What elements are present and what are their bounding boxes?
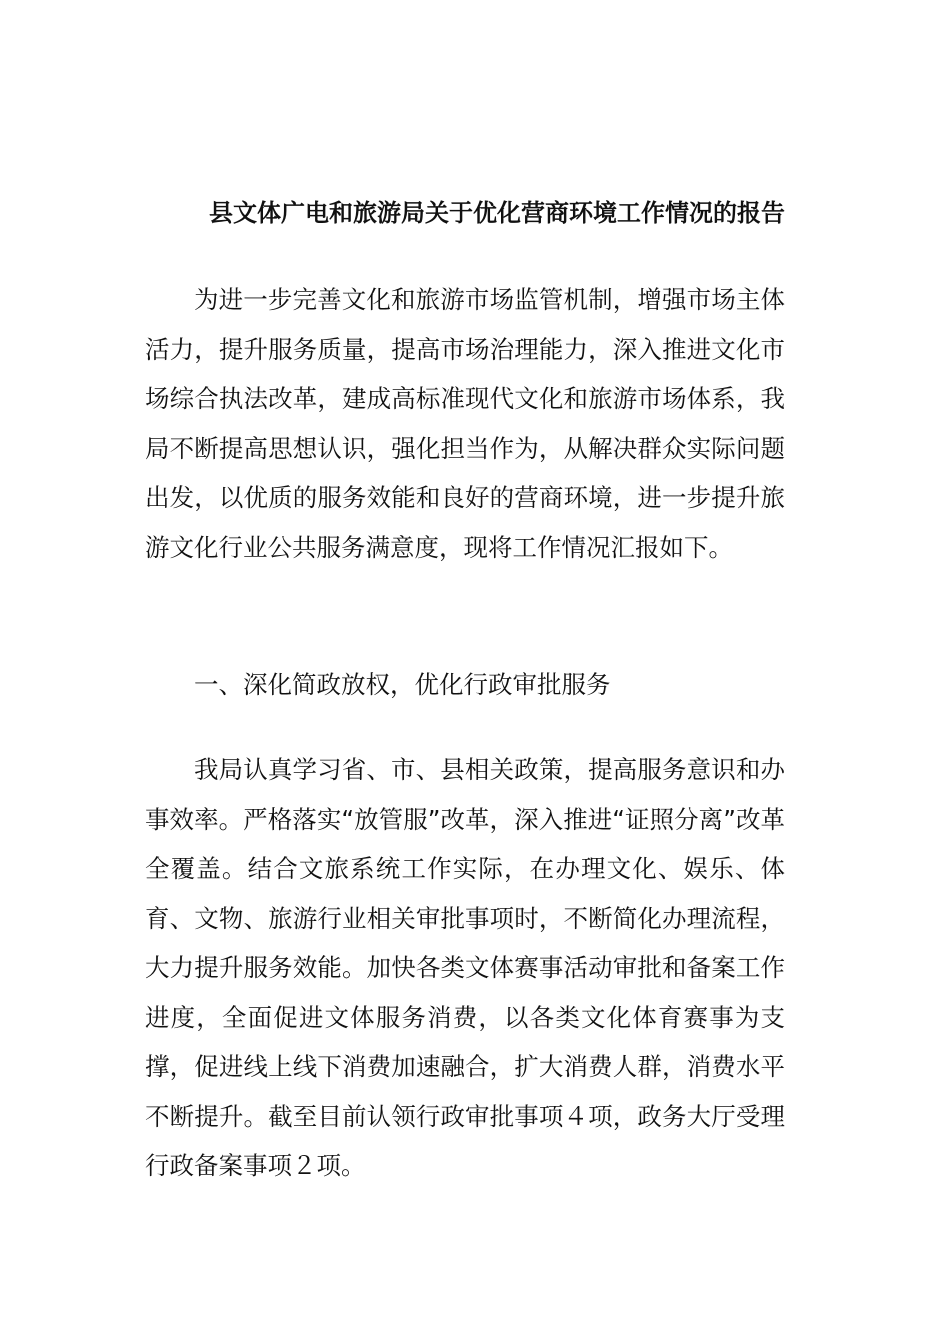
section-1-paragraph: 我局认真学习省、市、县相关政策，提高服务意识和办事效率。严格落实“放管服”改革，深入推进“证照分离”改革全覆盖。结合文旅系统工作实际，在办理文化、娱乐、体育、文物、旅游行业相关审批事项时，不断简化办理流程，大力提升服务效能。加快各类文体赛事活动审批和备案工作进度，全面促进文体服务消费，以各类文化体育赛事为支撑，促进线上线下消费加速融合，扩大消费人群，消费水平不断提升。截至目前认领行政审批事项４项，政务大厅受理行政备案事项２项。 <box>145 755 785 1180</box>
intro-paragraph: 为进一步完善文化和旅游市场监管机制，增强市场主体活力，提升服务质量，提高市场治理能力，深入推进文化市场综合执法改革，建成高标准现代文化和旅游市场体系，我局不断提高思想认识，强化担当作为，从解决群众实际问题出发，以优质的服务效能和良好的营商环境，进一步提升旅游文化行业公共服务满意度，现将工作情况汇报如下。 <box>145 285 785 562</box>
section-heading-1: 一、深化简政放权，优化行政审批服务 <box>194 670 611 699</box>
document-title: 县文体广电和旅游局关于优化营商环境工作情况的报告 <box>209 199 785 227</box>
